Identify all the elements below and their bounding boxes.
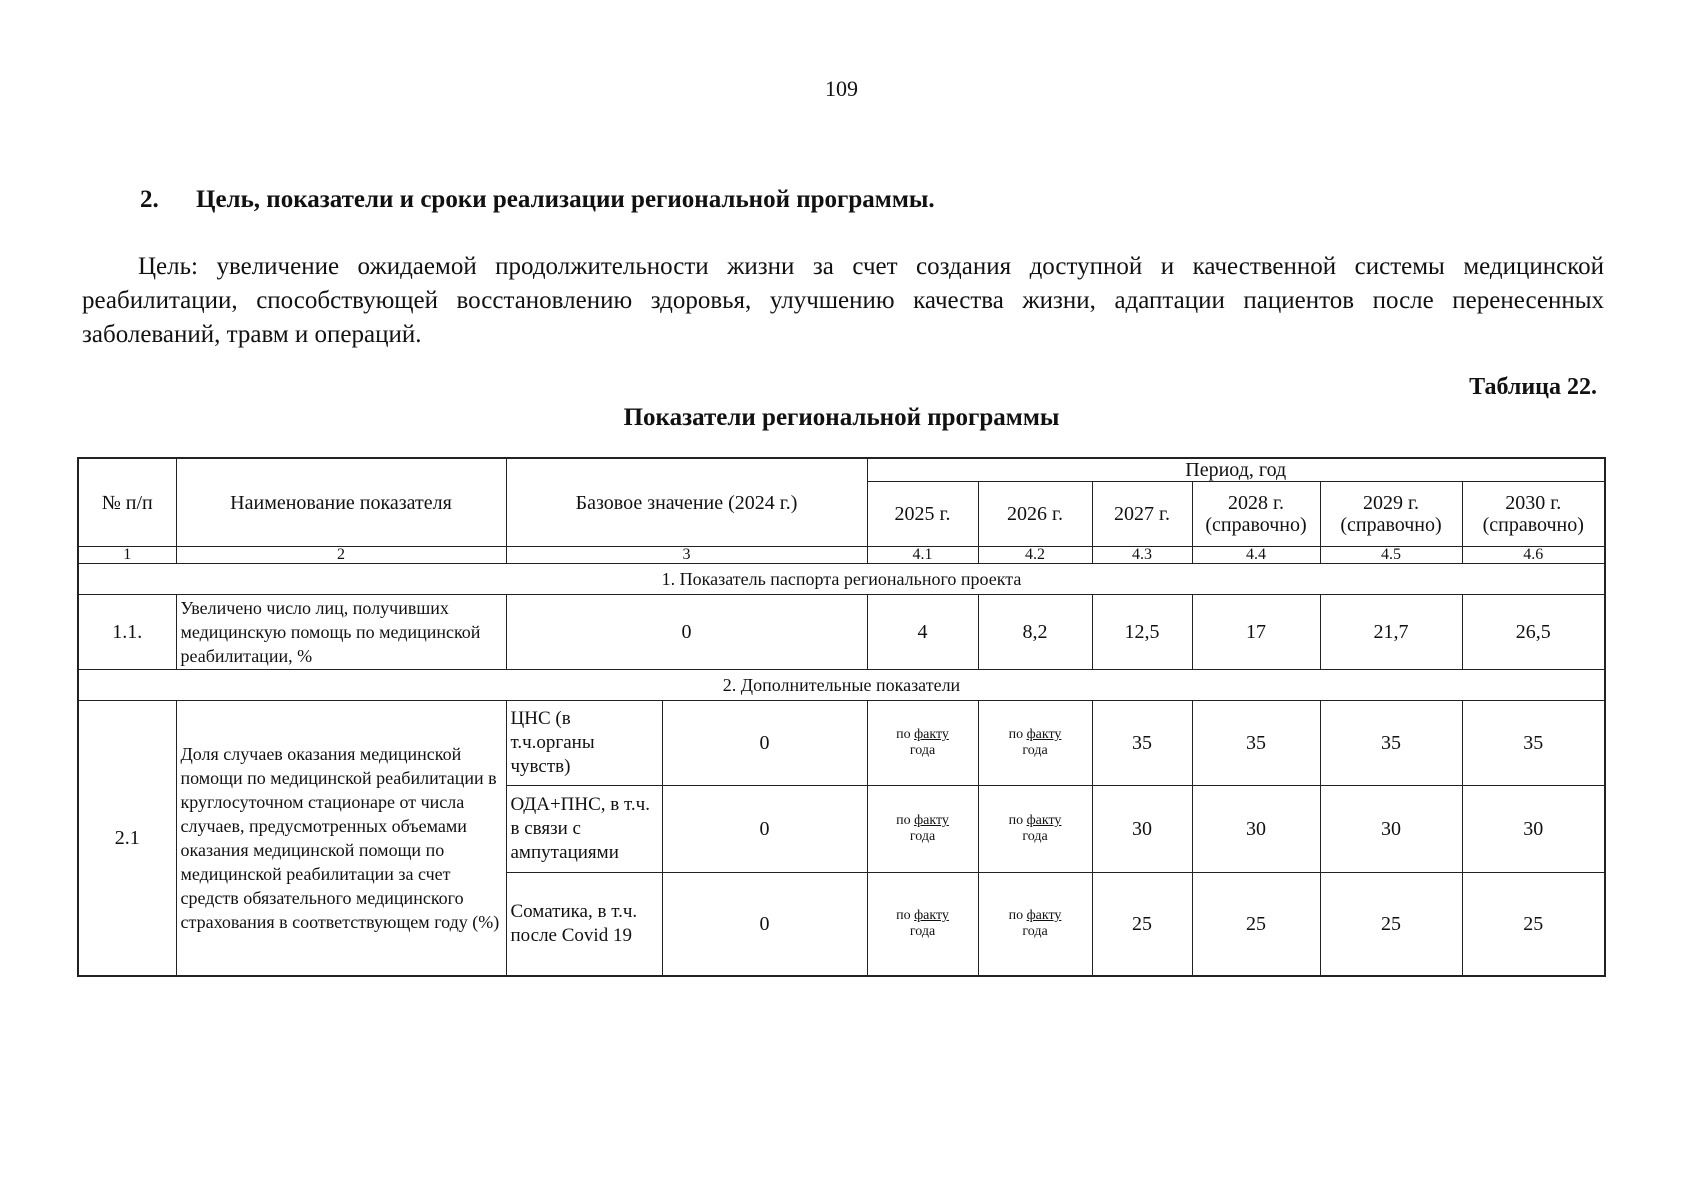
column-number: 2 bbox=[176, 547, 506, 564]
table-label: Таблица 22. bbox=[1469, 374, 1597, 400]
value-2030: 26,5 bbox=[1462, 595, 1605, 670]
value-2029: 35 bbox=[1320, 701, 1462, 786]
value-2030: 25 bbox=[1462, 873, 1605, 977]
column-number: 3 bbox=[506, 547, 867, 564]
indicators-table bbox=[77, 457, 1606, 977]
header-year: 2026 г. bbox=[978, 482, 1092, 547]
value-2027: 30 bbox=[1092, 786, 1192, 873]
fact-note-2025: по факту года bbox=[867, 873, 978, 977]
header-base: Базовое значение (2024 г.) bbox=[506, 458, 867, 547]
base-value: 0 bbox=[662, 873, 867, 977]
header-year: 2029 г. (справочно) bbox=[1320, 482, 1462, 547]
subrow-label: ЦНС (в т.ч.органы чувств) bbox=[506, 701, 662, 786]
value-2029: 30 bbox=[1320, 786, 1462, 873]
fact-note-2025: по факту года bbox=[867, 786, 978, 873]
value-2028: 25 bbox=[1192, 873, 1320, 977]
indicator-name: Доля случаев оказания медицинской помощи по медицинской реабилитации в круглосуточном стационаре от числа случаев, предусмотренных объемами оказания медицинской помощи по медицинской реабилитации за счет средств обязательного медицинского страхования в соответствующем году (%) bbox=[176, 701, 506, 977]
column-number: 4.2 bbox=[978, 547, 1092, 564]
section-number: 2. bbox=[140, 186, 159, 213]
base-value: 0 bbox=[662, 701, 867, 786]
section-row-passport: 1. Показатель паспорта регионального проекта bbox=[78, 564, 1605, 595]
value-2027: 35 bbox=[1092, 701, 1192, 786]
value-2027: 12,5 bbox=[1092, 595, 1192, 670]
row-number: 2.1 bbox=[78, 701, 176, 977]
value-2029: 21,7 bbox=[1320, 595, 1462, 670]
column-number: 4.4 bbox=[1192, 547, 1320, 564]
section-heading bbox=[140, 186, 935, 214]
subrow-label: ОДА+ПНС, в т.ч. в связи с ампутациями bbox=[506, 786, 662, 873]
indicator-name: Увеличено число лиц, получивших медицинскую помощь по медицинской реабилитации, % bbox=[176, 595, 506, 670]
header-period: Период, год bbox=[867, 458, 1605, 482]
value-2028: 17 bbox=[1192, 595, 1320, 670]
value-2028: 35 bbox=[1192, 701, 1320, 786]
column-number: 4.1 bbox=[867, 547, 978, 564]
subrow-label: Соматика, в т.ч. после Covid 19 bbox=[506, 873, 662, 977]
value-2028: 30 bbox=[1192, 786, 1320, 873]
section-title: Цель, показатели и сроки реализации региональной программы. bbox=[196, 186, 935, 213]
column-number: 4.3 bbox=[1092, 547, 1192, 564]
value-2029: 25 bbox=[1320, 873, 1462, 977]
header-num: № п/п bbox=[78, 458, 176, 547]
row-number: 1.1. bbox=[78, 595, 176, 670]
fact-note-2026: по факту года bbox=[978, 786, 1092, 873]
value-2030: 30 bbox=[1462, 786, 1605, 873]
page-number: 109 bbox=[825, 76, 858, 101]
value-2027: 25 bbox=[1092, 873, 1192, 977]
base-value: 0 bbox=[662, 786, 867, 873]
fact-note-2025: по факту года bbox=[867, 701, 978, 786]
header-name: Наименование показателя bbox=[176, 458, 506, 547]
fact-note-2026: по факту года bbox=[978, 873, 1092, 977]
value-2025: 4 bbox=[867, 595, 978, 670]
value-2026: 8,2 bbox=[978, 595, 1092, 670]
column-number: 4.6 bbox=[1462, 547, 1605, 564]
table-title: Показатели региональной программы bbox=[623, 404, 1060, 431]
header-year: 2030 г. (справочно) bbox=[1462, 482, 1605, 547]
base-value: 0 bbox=[506, 595, 867, 670]
column-number: 4.5 bbox=[1320, 547, 1462, 564]
header-year: 2027 г. bbox=[1092, 482, 1192, 547]
header-year: 2025 г. bbox=[867, 482, 978, 547]
header-year: 2028 г. (справочно) bbox=[1192, 482, 1320, 547]
section-row-additional: 2. Дополнительные показатели bbox=[78, 670, 1605, 701]
value-2030: 35 bbox=[1462, 701, 1605, 786]
fact-note-2026: по факту года bbox=[978, 701, 1092, 786]
column-number: 1 bbox=[78, 547, 176, 564]
goal-paragraph: Цель: увеличение ожидаемой продолжительности жизни за счет создания доступной и качественной системы медицинской реабилитации, способствующей восстановлению здоровья, улучшению качества жизни, адаптации пациентов после перенесенных заболеваний, травм и операций. bbox=[82, 253, 1604, 348]
